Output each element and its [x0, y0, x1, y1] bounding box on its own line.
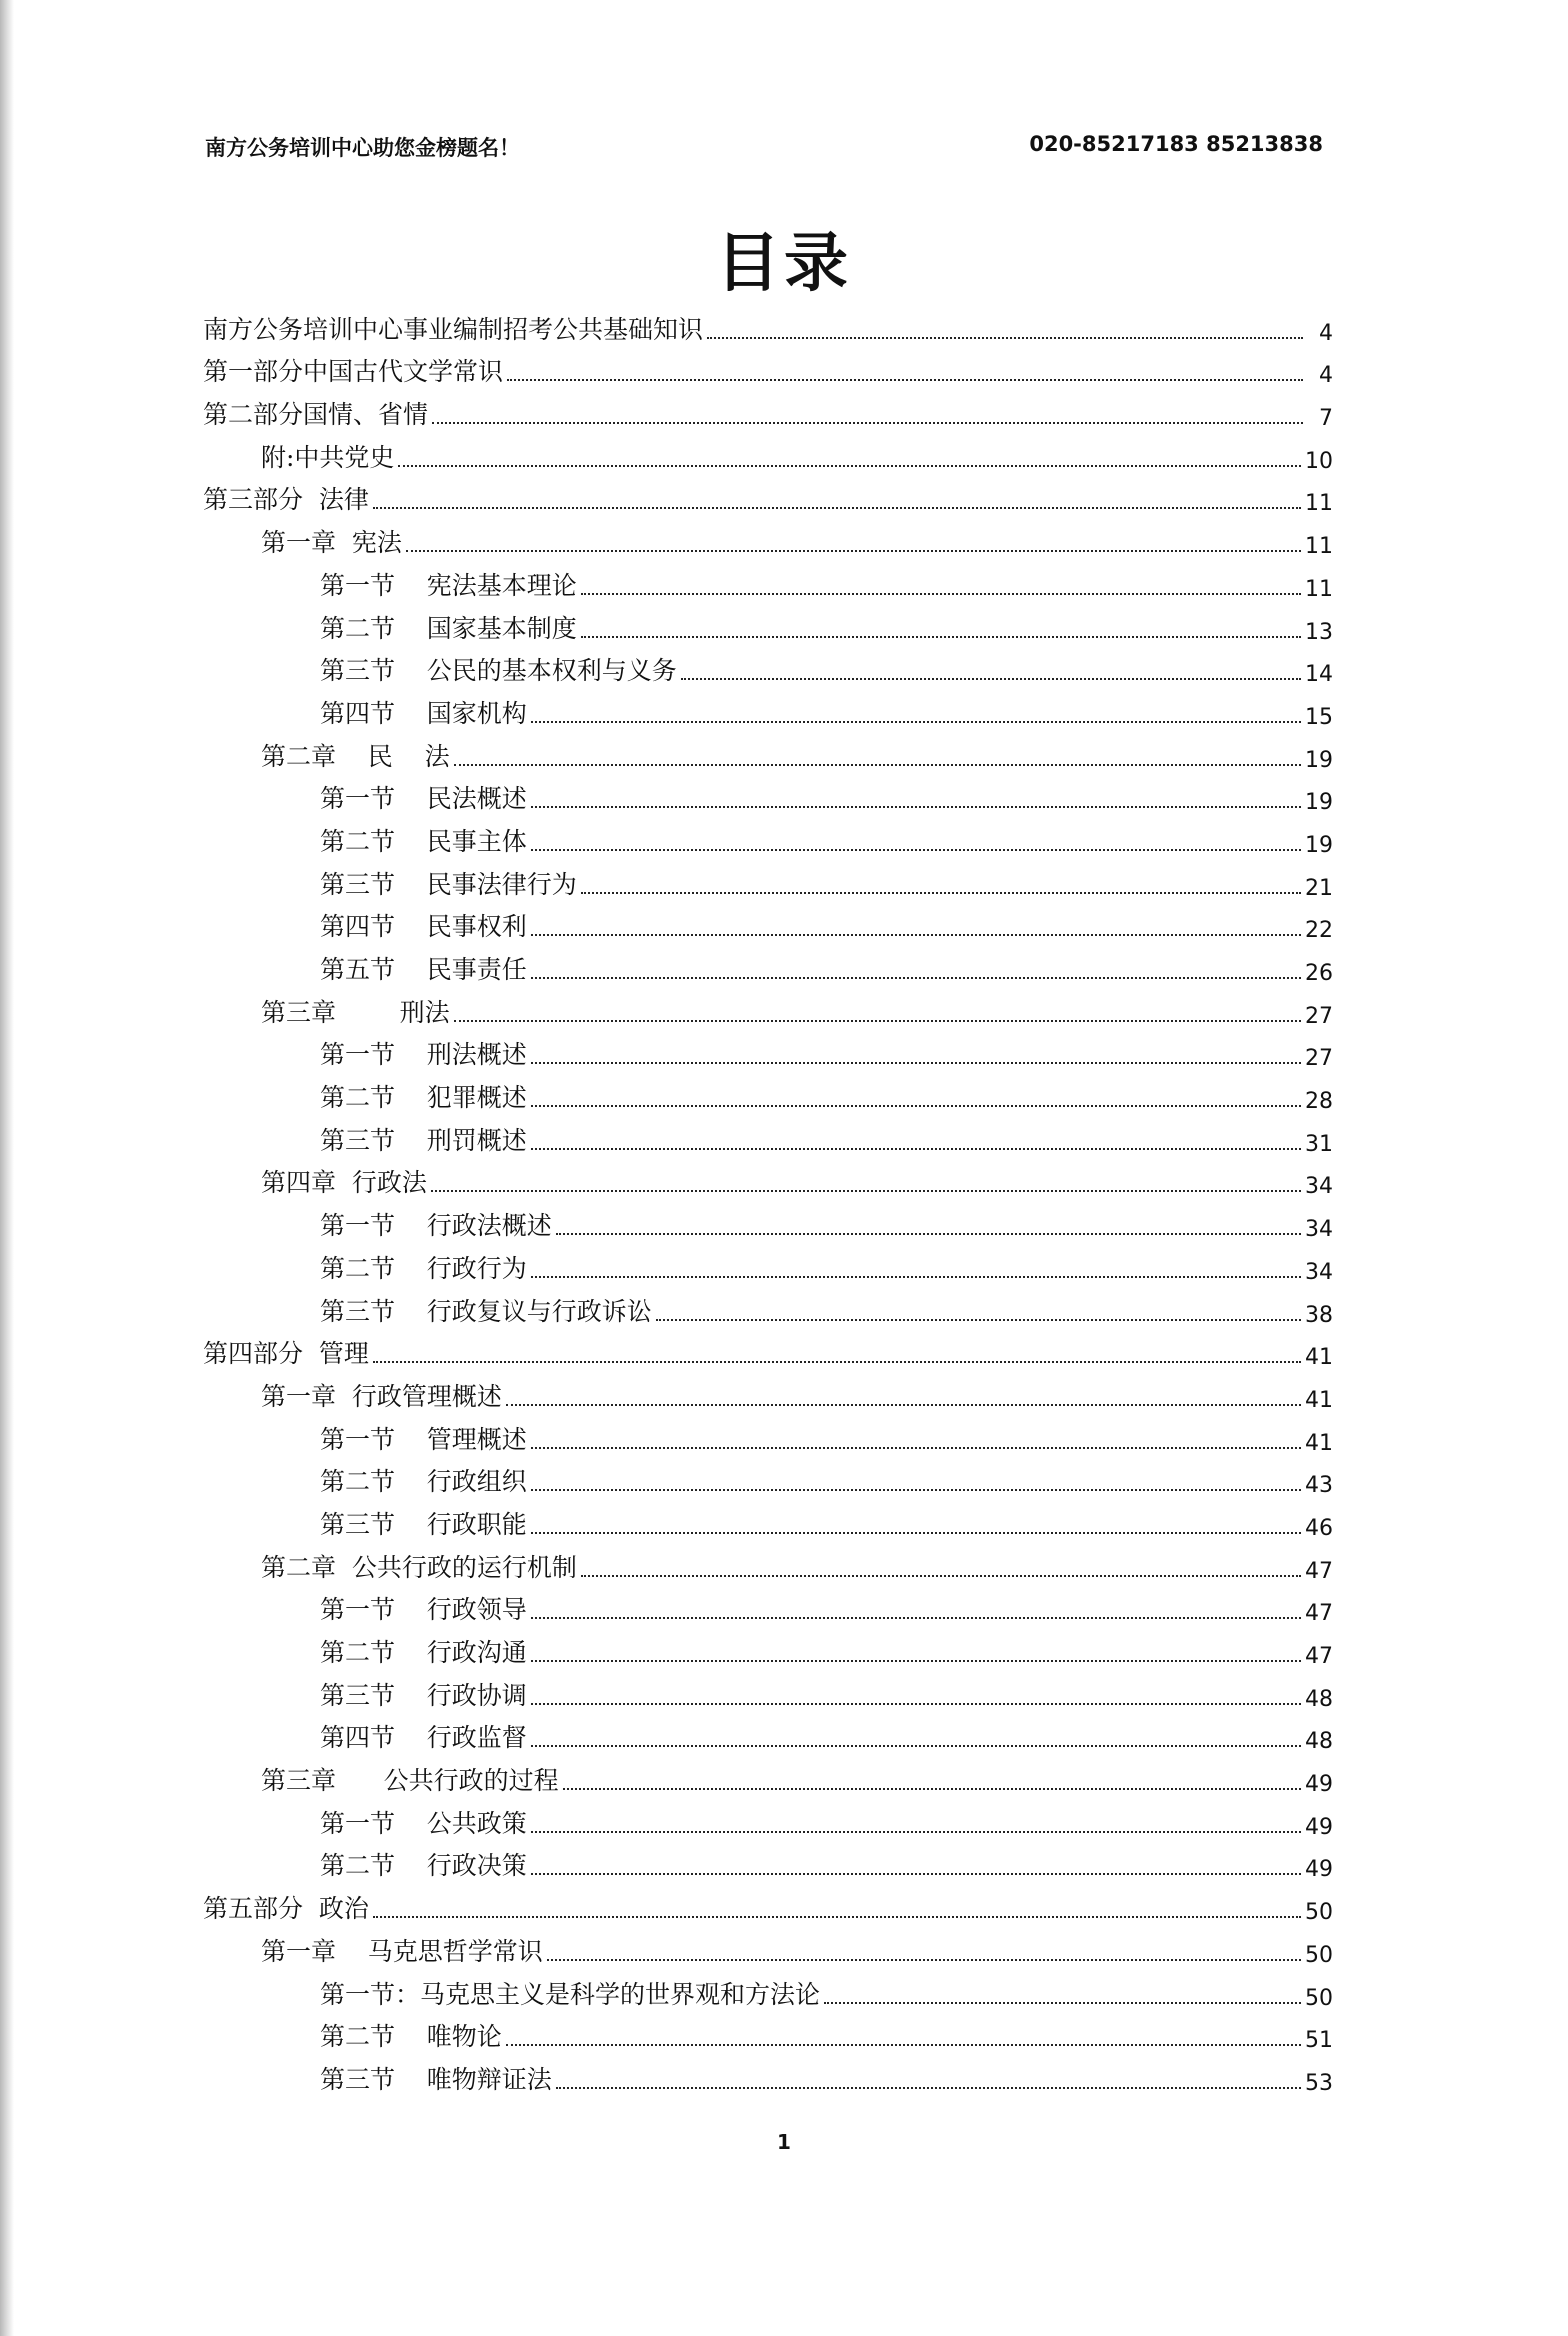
- page-number: 1: [777, 2130, 791, 2154]
- toc-dot-leader: [531, 721, 1301, 723]
- toc-entry[interactable]: [203, 474, 1333, 517]
- toc-entry-label: 第一章 宪法: [261, 528, 402, 558]
- toc-dot-leader: [373, 1361, 1301, 1363]
- toc-entry-page: 43: [1305, 1473, 1333, 1499]
- toc-entry-page: 38: [1305, 1302, 1333, 1328]
- toc-dot-leader: [581, 636, 1301, 638]
- toc-entry-label: 第三章 刑法: [261, 997, 450, 1027]
- toc-entry[interactable]: [203, 516, 1333, 559]
- toc-entry[interactable]: [203, 1797, 1333, 1840]
- toc-dot-leader: [824, 2002, 1301, 2004]
- toc-entry-label: 第二节 犯罪概述: [320, 1083, 527, 1113]
- toc-entry[interactable]: [203, 303, 1333, 346]
- toc-dot-leader: [454, 1020, 1301, 1022]
- toc-entry-page: 41: [1305, 1387, 1333, 1413]
- toc-entry-label: 附:中共党史: [261, 442, 395, 472]
- toc-entry[interactable]: [203, 986, 1333, 1029]
- toc-dot-leader: [531, 1105, 1301, 1107]
- toc-entry-label: 第二节 行政决策: [320, 1851, 527, 1881]
- toc-entry-page: 50: [1305, 1942, 1333, 1968]
- toc-entry[interactable]: [203, 1626, 1333, 1669]
- toc-entry-page: 11: [1305, 576, 1333, 602]
- toc-dot-leader: [531, 1873, 1301, 1875]
- toc-dot-leader: [454, 764, 1301, 766]
- toc-dot-leader: [373, 507, 1301, 509]
- toc-entry[interactable]: [203, 1328, 1333, 1371]
- toc-entry-label: 第二节 国家基本制度: [320, 613, 577, 643]
- toc-entry[interactable]: [203, 1071, 1333, 1114]
- toc-entry[interactable]: [203, 1370, 1333, 1413]
- toc-entry-page: 46: [1305, 1515, 1333, 1541]
- toc-dot-leader: [506, 1404, 1301, 1406]
- header-phone: 020-85217183 85213838: [1029, 132, 1323, 156]
- toc-entry[interactable]: [203, 1882, 1333, 1925]
- toc-entry-page: 49: [1305, 1814, 1333, 1840]
- page-title: 目录: [716, 227, 852, 301]
- toc-entry[interactable]: [203, 1840, 1333, 1883]
- toc-entry-label: 第四部分 管理: [203, 1339, 369, 1369]
- toc-entry-label: 第一节 民法概述: [320, 784, 527, 814]
- toc-dot-leader: [581, 1575, 1301, 1577]
- toc-entry-label: 第一部分中国古代文学常识: [203, 357, 504, 387]
- toc-entry-page: 41: [1305, 1430, 1333, 1456]
- toc-entry-label: 第三节 刑罚概述: [320, 1125, 527, 1155]
- toc-entry-page: 13: [1305, 619, 1333, 645]
- toc-entry-page: 21: [1305, 875, 1333, 901]
- toc-entry-label: 第一节：马克思主义是科学的世界观和方法论: [320, 1979, 821, 2009]
- toc-dot-leader: [707, 337, 1303, 339]
- toc-entry-label: 南方公务培训中心事业编制招考公共基础知识: [203, 314, 704, 344]
- toc-entry[interactable]: [203, 1029, 1333, 1072]
- toc-entry-label: 第五节 民事责任: [320, 955, 527, 984]
- toc-dot-leader: [563, 1788, 1301, 1790]
- toc-entry-page: 47: [1305, 1601, 1333, 1627]
- toc-entry-label: 第四节 行政监督: [320, 1723, 527, 1753]
- toc-entry-page: 34: [1305, 1259, 1333, 1285]
- toc-dot-leader: [547, 1959, 1301, 1961]
- toc-entry[interactable]: [203, 1413, 1333, 1456]
- toc-dot-leader: [531, 806, 1301, 808]
- toc-entry-page: 26: [1305, 961, 1333, 986]
- toc-entry[interactable]: [203, 1541, 1333, 1584]
- toc-entry[interactable]: [203, 1199, 1333, 1242]
- toc-entry[interactable]: [203, 1285, 1333, 1328]
- toc-entry-label: 第四章 行政法: [261, 1168, 427, 1198]
- toc-entry-page: 22: [1305, 918, 1333, 944]
- page-header: [205, 132, 1323, 172]
- toc-entry-label: 第一节 刑法概述: [320, 1040, 527, 1070]
- toc-entry-page: 49: [1305, 1772, 1333, 1798]
- toc-entry-label: 第一节 行政法概述: [320, 1211, 552, 1241]
- toc-entry-label: 第一节 公共政策: [320, 1808, 527, 1838]
- toc-entry-page: 15: [1305, 704, 1333, 730]
- toc-entry-label: 第二节 唯物论: [320, 2022, 502, 2052]
- toc-entry-page: 28: [1305, 1089, 1333, 1115]
- toc-dot-leader: [556, 1233, 1301, 1235]
- toc-entry-label: 第三节 公民的基本权利与义务: [320, 656, 677, 686]
- toc-entry-page: 27: [1305, 1003, 1333, 1029]
- toc-dot-leader: [531, 1447, 1301, 1449]
- toc-dot-leader: [373, 1916, 1301, 1918]
- toc-entry[interactable]: [203, 1669, 1333, 1712]
- toc-entry-page: 7: [1319, 406, 1333, 432]
- toc-entry[interactable]: [203, 431, 1333, 474]
- toc-entry[interactable]: [203, 1925, 1333, 1968]
- toc-dot-leader: [556, 2087, 1301, 2089]
- scan-edge-shadow: [0, 0, 14, 2336]
- toc-entry-label: 第三节 民事法律行为: [320, 869, 577, 899]
- toc-dot-leader: [531, 1276, 1301, 1278]
- toc-entry-page: 34: [1305, 1174, 1333, 1200]
- toc-entry-label: 第二节 行政组织: [320, 1467, 527, 1497]
- toc-entry-page: 47: [1305, 1644, 1333, 1669]
- toc-entry[interactable]: [203, 901, 1333, 944]
- toc-entry-label: 第一节 宪法基本理论: [320, 570, 577, 600]
- toc-entry[interactable]: [203, 1157, 1333, 1200]
- toc-entry-page: 31: [1305, 1131, 1333, 1157]
- toc-entry-label: 第四节 国家机构: [320, 698, 527, 728]
- toc-entry-page: 10: [1305, 448, 1333, 474]
- toc-dot-leader: [531, 1532, 1301, 1534]
- toc-entry[interactable]: [203, 2053, 1333, 2096]
- toc-entry-label: 第二节 民事主体: [320, 826, 527, 856]
- toc-entry-page: 34: [1305, 1217, 1333, 1243]
- toc-entry-page: 19: [1305, 790, 1333, 816]
- toc-entry[interactable]: [203, 815, 1333, 858]
- toc-dot-leader: [531, 1617, 1301, 1619]
- toc-dot-leader: [398, 465, 1301, 467]
- toc-entry[interactable]: [203, 2011, 1333, 2054]
- toc-entry-label: 第二部分国情、省情: [203, 400, 429, 430]
- toc-dot-leader: [531, 1062, 1301, 1064]
- toc-entry-page: 4: [1319, 363, 1333, 389]
- toc-entry-label: 第三节 行政复议与行政诉讼: [320, 1296, 652, 1326]
- toc-entry-label: 第四节 民事权利: [320, 912, 527, 942]
- toc-entry-page: 48: [1305, 1729, 1333, 1755]
- toc-entry-page: 50: [1305, 1985, 1333, 2011]
- toc-entry[interactable]: [203, 1114, 1333, 1157]
- toc-entry[interactable]: [203, 773, 1333, 816]
- toc-entry[interactable]: [203, 687, 1333, 730]
- toc-dot-leader: [531, 1660, 1301, 1662]
- toc-dot-leader: [656, 1319, 1301, 1321]
- toc-entry-label: 第一章 行政管理概述: [261, 1381, 502, 1411]
- toc-dot-leader: [531, 1745, 1301, 1747]
- toc-dot-leader: [431, 1190, 1301, 1192]
- toc-dot-leader: [581, 892, 1301, 894]
- toc-entry-page: 4: [1319, 320, 1333, 346]
- toc-entry-page: 49: [1305, 1857, 1333, 1883]
- toc-entry-page: 53: [1305, 2070, 1333, 2096]
- toc-entry-label: 第二章 公共行政的运行机制: [261, 1552, 577, 1582]
- toc-entry[interactable]: [203, 1584, 1333, 1627]
- toc-entry[interactable]: [203, 1242, 1333, 1285]
- toc-dot-leader: [531, 1831, 1301, 1833]
- toc-dot-leader: [531, 849, 1301, 851]
- toc-entry-page: 41: [1305, 1345, 1333, 1371]
- toc-entry-page: 14: [1305, 662, 1333, 688]
- toc-dot-leader: [531, 934, 1301, 936]
- toc-dot-leader: [531, 1148, 1301, 1150]
- toc-entry[interactable]: [203, 1498, 1333, 1541]
- toc-entry[interactable]: [203, 559, 1333, 602]
- toc-entry-page: 19: [1305, 832, 1333, 858]
- header-slogan: 南方公务培训中心助您金榜题名！: [205, 136, 520, 160]
- toc-entry[interactable]: [203, 730, 1333, 773]
- toc-entry-label: 第三节 唯物辩证法: [320, 2064, 552, 2094]
- toc-dot-leader: [531, 1703, 1301, 1705]
- toc-dot-leader: [531, 1489, 1301, 1491]
- toc-entry-label: 第五部分 政治: [203, 1894, 369, 1924]
- toc-dot-leader: [581, 593, 1301, 595]
- toc-entry-page: 51: [1305, 2028, 1333, 2054]
- table-of-contents: [203, 303, 1333, 2096]
- toc-entry-page: 27: [1305, 1046, 1333, 1072]
- toc-entry-label: 第二章 民 法: [261, 741, 450, 771]
- toc-entry-label: 第一节 管理概述: [320, 1424, 527, 1454]
- toc-entry[interactable]: [203, 858, 1333, 901]
- toc-entry-page: 48: [1305, 1686, 1333, 1712]
- toc-entry-page: 19: [1305, 747, 1333, 773]
- toc-entry-label: 第三节 行政职能: [320, 1509, 527, 1539]
- toc-entry[interactable]: [203, 1968, 1333, 2011]
- toc-entry-page: 11: [1305, 534, 1333, 560]
- toc-entry-label: 第一节 行政领导: [320, 1595, 527, 1625]
- toc-entry-label: 第三部分 法律: [203, 485, 369, 515]
- toc-entry[interactable]: [203, 602, 1333, 645]
- toc-entry-label: 第三章 公共行政的过程: [261, 1766, 559, 1796]
- toc-entry[interactable]: [203, 645, 1333, 688]
- toc-dot-leader: [506, 2044, 1301, 2046]
- toc-entry-label: 第一章 马克思哲学常识: [261, 1936, 543, 1966]
- toc-entry-page: 47: [1305, 1558, 1333, 1584]
- toc-entry[interactable]: [203, 943, 1333, 986]
- toc-dot-leader: [432, 422, 1303, 424]
- toc-dot-leader: [531, 977, 1301, 979]
- toc-entry[interactable]: [203, 1712, 1333, 1755]
- toc-entry-page: 50: [1305, 1900, 1333, 1926]
- toc-dot-leader: [406, 550, 1301, 552]
- toc-dot-leader: [681, 678, 1301, 680]
- toc-entry[interactable]: [203, 1754, 1333, 1797]
- toc-entry[interactable]: [203, 1456, 1333, 1499]
- toc-entry-label: 第三节 行政协调: [320, 1680, 527, 1710]
- toc-entry-label: 第二节 行政沟通: [320, 1638, 527, 1667]
- toc-entry-page: 11: [1305, 491, 1333, 517]
- toc-entry[interactable]: [203, 346, 1333, 389]
- toc-dot-leader: [507, 379, 1303, 381]
- toc-entry-label: 第二节 行政行为: [320, 1253, 527, 1283]
- toc-entry[interactable]: [203, 388, 1333, 431]
